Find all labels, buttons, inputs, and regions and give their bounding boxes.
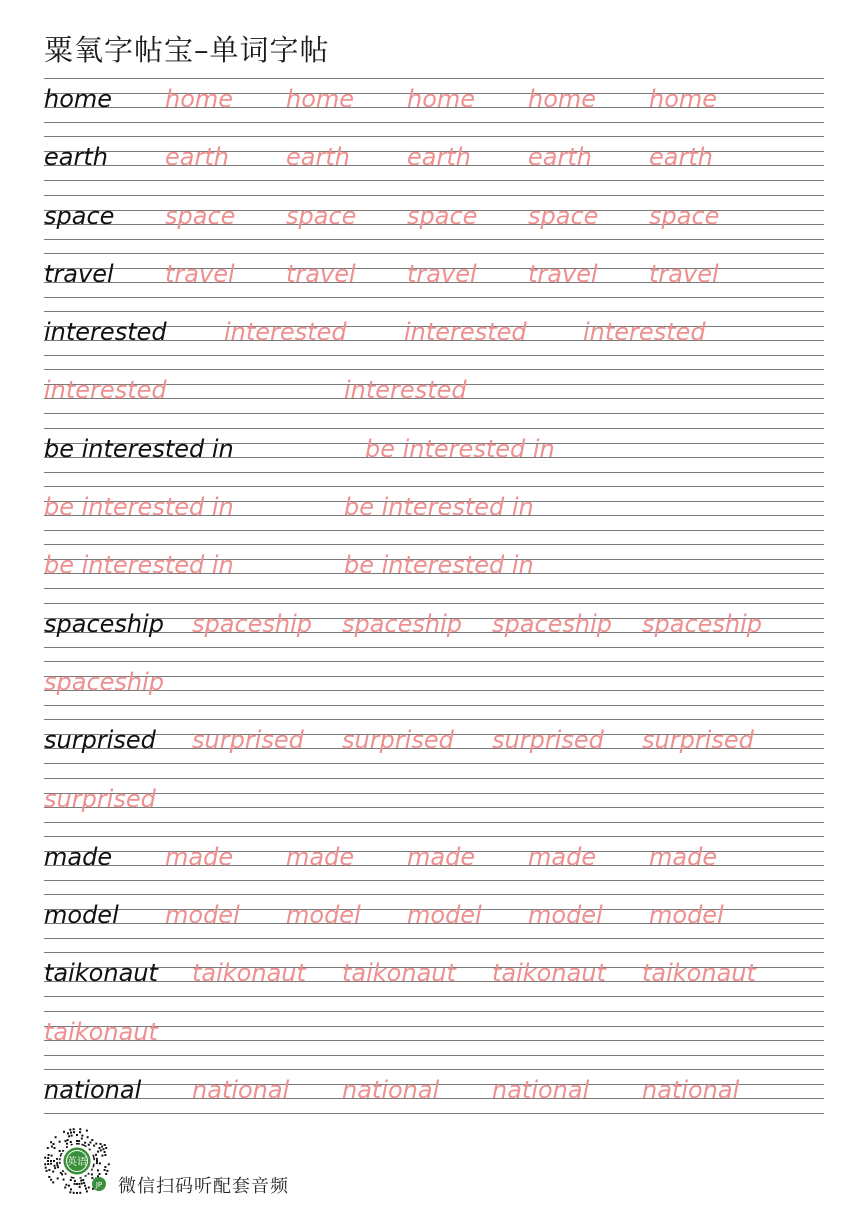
trace-word: interested — [224, 318, 347, 347]
ruling-line — [44, 253, 824, 254]
qr-dot — [86, 1190, 88, 1192]
qr-dot — [81, 1183, 83, 1185]
qr-dot — [96, 1162, 98, 1164]
model-word: taikonaut — [44, 959, 158, 988]
ruling-line — [44, 78, 824, 79]
trace-word: made — [649, 842, 718, 871]
trace-word: model — [407, 901, 482, 930]
practice-row — [44, 894, 824, 952]
ruling-line — [44, 1040, 824, 1041]
qr-dot — [54, 1167, 56, 1169]
trace-word: be interested in — [44, 551, 234, 580]
ruling-line — [44, 297, 824, 298]
trace-word: surprised — [342, 726, 454, 755]
trace-word: interested — [404, 318, 527, 347]
qr-corner-text: JP — [95, 1181, 103, 1189]
practice-row — [44, 719, 824, 777]
trace-word: interested — [44, 376, 167, 405]
qr-code-icon[interactable] — [42, 1128, 112, 1196]
qr-dot — [73, 1192, 75, 1194]
trace-word: surprised — [642, 726, 754, 755]
qr-dot — [76, 1192, 78, 1194]
qr-dot — [56, 1158, 58, 1160]
qr-dot — [85, 1188, 87, 1190]
qr-dot — [95, 1143, 97, 1145]
ruling-line — [44, 369, 824, 370]
trace-word: made — [407, 842, 476, 871]
model-word: made — [44, 842, 113, 871]
qr-dot — [54, 1147, 56, 1149]
qr-dot — [65, 1184, 67, 1186]
qr-dot — [105, 1173, 107, 1175]
qr-dot — [57, 1166, 59, 1168]
trace-word: be interested in — [344, 551, 534, 580]
practice-row — [44, 544, 824, 602]
practice-row — [44, 1011, 824, 1069]
ruling-line — [44, 1069, 824, 1070]
qr-dot — [95, 1154, 97, 1156]
ruling-line — [44, 530, 824, 531]
qr-dot — [68, 1135, 70, 1137]
trace-word: national — [192, 1076, 290, 1105]
bottom-rule — [44, 1113, 824, 1114]
qr-dot — [76, 1140, 78, 1142]
trace-word: made — [165, 842, 234, 871]
practice-row — [44, 603, 824, 661]
ruling-line — [44, 311, 824, 312]
trace-word: surprised — [44, 784, 156, 813]
qr-dot — [68, 1185, 70, 1187]
audio-caption: 微信扫码听配套音频 — [118, 1176, 289, 1197]
qr-dot — [104, 1166, 106, 1168]
qr-dot — [53, 1143, 55, 1145]
qr-dot — [74, 1183, 76, 1185]
qr-dot — [63, 1179, 65, 1181]
qr-dot — [73, 1128, 75, 1130]
qr-dot — [57, 1177, 59, 1179]
qr-dot — [59, 1141, 61, 1143]
trace-word: taikonaut — [44, 1017, 158, 1046]
practice-row — [44, 486, 824, 544]
qr-dot — [64, 1187, 66, 1189]
qr-dot — [50, 1141, 52, 1143]
trace-word: national — [642, 1076, 740, 1105]
qr-dot — [97, 1151, 99, 1153]
trace-word: model — [528, 901, 603, 930]
qr-dot — [91, 1177, 93, 1179]
trace-word: model — [286, 901, 361, 930]
qr-dot — [56, 1162, 58, 1164]
trace-word: surprised — [492, 726, 604, 755]
qr-dot — [81, 1135, 83, 1137]
qr-dot — [99, 1147, 101, 1149]
qr-dot — [70, 1141, 72, 1143]
qr-dot — [51, 1155, 53, 1157]
qr-dot — [44, 1163, 46, 1165]
qr-dot — [91, 1173, 93, 1175]
qr-dot — [101, 1146, 103, 1148]
qr-dot — [97, 1175, 99, 1177]
qr-dot — [79, 1128, 81, 1130]
qr-dot — [67, 1132, 69, 1134]
qr-dot — [48, 1154, 50, 1156]
ruling-line — [44, 355, 824, 356]
page-title: 粟氧字帖宝–单词字帖 — [44, 33, 330, 67]
qr-dot — [99, 1162, 101, 1164]
qr-dot — [79, 1131, 81, 1133]
qr-dot — [104, 1144, 106, 1146]
qr-dot — [82, 1179, 84, 1181]
qr-dot — [47, 1157, 49, 1159]
qr-dot — [55, 1136, 57, 1138]
practice-row — [44, 311, 824, 369]
ruling-line — [44, 793, 824, 794]
ruling-line — [44, 661, 824, 662]
qr-dot — [44, 1157, 46, 1159]
trace-word: travel — [528, 259, 598, 288]
qr-dot — [70, 1132, 72, 1134]
trace-word: travel — [165, 259, 235, 288]
qr-dot — [106, 1170, 108, 1172]
ruling-line — [44, 996, 824, 997]
practice-row — [44, 952, 824, 1010]
qr-dot — [50, 1179, 52, 1181]
qr-dot — [70, 1179, 72, 1181]
trace-word: made — [528, 842, 597, 871]
model-word: model — [44, 901, 119, 930]
qr-dot — [84, 1185, 86, 1187]
qr-dot — [53, 1160, 55, 1162]
ruling-line — [44, 180, 824, 181]
qr-dot — [47, 1147, 49, 1149]
qr-dot — [67, 1139, 69, 1141]
qr-dot — [47, 1163, 49, 1165]
trace-word: model — [649, 901, 724, 930]
qr-dot — [83, 1182, 85, 1184]
model-word: spaceship — [44, 609, 165, 638]
qr-dot — [97, 1169, 99, 1171]
practice-row — [44, 136, 824, 194]
qr-dot — [79, 1186, 81, 1188]
trace-word: national — [342, 1076, 440, 1105]
model-word: surprised — [44, 726, 156, 755]
ruling-line — [44, 472, 824, 473]
qr-dot — [100, 1149, 102, 1151]
qr-dot — [103, 1148, 105, 1150]
qr-dot — [65, 1140, 67, 1142]
qr-badge-text: 英语 — [67, 1157, 87, 1168]
qr-dot — [51, 1146, 53, 1148]
trace-word: be interested in — [365, 434, 555, 463]
ruling-line — [44, 938, 824, 939]
qr-dot — [73, 1131, 75, 1133]
trace-word: surprised — [192, 726, 304, 755]
ruling-line — [44, 122, 824, 123]
ruling-line — [44, 136, 824, 137]
practice-sheet — [44, 78, 824, 1127]
trace-word: spaceship — [642, 609, 763, 638]
trace-word: home — [165, 85, 234, 113]
qr-dot — [104, 1151, 106, 1153]
qr-dot — [69, 1191, 71, 1193]
qr-dot — [108, 1163, 110, 1165]
ruling-line — [44, 894, 824, 895]
qr-dot — [60, 1172, 62, 1174]
model-word: national — [44, 1076, 142, 1105]
qr-dot — [52, 1181, 54, 1183]
practice-row — [44, 253, 824, 311]
qr-dot — [91, 1139, 93, 1141]
ruling-line — [44, 1026, 824, 1027]
trace-word: home — [649, 85, 718, 113]
trace-word: made — [286, 842, 355, 871]
model-word: interested — [44, 318, 167, 347]
trace-word: travel — [649, 259, 719, 288]
trace-word: home — [528, 85, 597, 113]
qr-dot — [50, 1163, 52, 1165]
ruling-line — [44, 1011, 824, 1012]
qr-dot — [101, 1155, 103, 1157]
trace-word: spaceship — [44, 667, 165, 696]
qr-dot — [70, 1188, 72, 1190]
ruling-line — [44, 428, 824, 429]
ruling-line — [44, 1055, 824, 1056]
trace-word: be interested in — [44, 493, 234, 522]
qr-dot — [84, 1142, 86, 1144]
ruling-line — [44, 778, 824, 779]
ruling-line — [44, 544, 824, 545]
ruling-line — [44, 719, 824, 720]
qr-dot — [99, 1173, 101, 1175]
qr-dot — [54, 1165, 56, 1167]
qr-dot — [80, 1180, 82, 1182]
model-word: be interested in — [44, 434, 234, 463]
qr-dot — [50, 1160, 52, 1162]
qr-dot — [56, 1164, 58, 1166]
qr-dot — [66, 1143, 68, 1145]
qr-dot — [52, 1171, 54, 1173]
trace-word: space — [528, 201, 599, 230]
trace-word: be interested in — [344, 493, 534, 522]
trace-word: travel — [286, 259, 356, 288]
practice-row — [44, 836, 824, 894]
qr-dot — [48, 1169, 50, 1171]
practice-row — [44, 428, 824, 486]
trace-word: spaceship — [492, 609, 613, 638]
trace-word: taikonaut — [342, 959, 456, 988]
qr-dot — [76, 1183, 78, 1185]
trace-word: spaceship — [342, 609, 463, 638]
qr-dot — [87, 1136, 89, 1138]
ruling-line — [44, 588, 824, 589]
trace-word: taikonaut — [192, 959, 306, 988]
trace-word: taikonaut — [492, 959, 606, 988]
practice-row — [44, 369, 824, 427]
ruling-line — [44, 836, 824, 837]
qr-dot — [74, 1180, 76, 1182]
qr-dot — [88, 1144, 90, 1146]
qr-dot — [86, 1130, 88, 1132]
ruling-line — [44, 807, 824, 808]
trace-word: space — [407, 201, 478, 230]
trace-word: interested — [344, 376, 467, 405]
qr-dot — [96, 1160, 98, 1162]
qr-dot — [78, 1183, 80, 1185]
qr-dot — [59, 1150, 61, 1152]
trace-word: earth — [649, 143, 713, 172]
qr-dot — [46, 1170, 48, 1172]
practice-row — [44, 661, 824, 719]
practice-row — [44, 1069, 824, 1127]
trace-word: travel — [407, 259, 477, 288]
trace-word: spaceship — [192, 609, 313, 638]
ruling-line — [44, 239, 824, 240]
qr-dot — [78, 1140, 80, 1142]
qr-dot — [90, 1141, 92, 1143]
ruling-line — [44, 486, 824, 487]
trace-word: national — [492, 1076, 590, 1105]
qr-dot — [63, 1131, 65, 1133]
trace-word: earth — [528, 143, 592, 172]
ruling-line — [44, 603, 824, 604]
ruling-line — [44, 952, 824, 953]
practice-row — [44, 778, 824, 836]
trace-word: interested — [583, 318, 706, 347]
ruling-line — [44, 763, 824, 764]
qr-dot — [100, 1143, 102, 1145]
ruling-line — [44, 413, 824, 414]
model-word: earth — [44, 143, 108, 172]
qr-dot — [76, 1134, 78, 1136]
ruling-line — [44, 880, 824, 881]
trace-word: model — [165, 901, 240, 930]
model-word: space — [44, 201, 115, 230]
trace-word: home — [407, 85, 476, 113]
qr-dot — [48, 1176, 50, 1178]
qr-dot — [69, 1129, 71, 1131]
ruling-line — [44, 647, 824, 648]
qr-dot — [71, 1135, 73, 1137]
ruling-line — [44, 195, 824, 196]
qr-dot — [88, 1187, 90, 1189]
model-word: home — [44, 85, 113, 113]
trace-word: earth — [407, 143, 471, 172]
trace-word: space — [286, 201, 357, 230]
qr-dot — [105, 1147, 107, 1149]
qr-dot — [93, 1145, 95, 1147]
trace-word: space — [649, 201, 720, 230]
qr-dot — [47, 1160, 49, 1162]
model-word: travel — [44, 259, 114, 288]
qr-dot — [104, 1169, 106, 1171]
trace-word: earth — [286, 143, 350, 172]
practice-row — [44, 195, 824, 253]
trace-word: home — [286, 85, 355, 113]
ruling-line — [44, 822, 824, 823]
trace-word: space — [165, 201, 236, 230]
trace-word: earth — [165, 143, 229, 172]
qr-dot — [79, 1192, 81, 1194]
trace-word: taikonaut — [642, 959, 756, 988]
qr-dot — [104, 1154, 106, 1156]
qr-dot — [81, 1138, 83, 1140]
qr-dot — [96, 1158, 98, 1160]
practice-row — [44, 78, 824, 136]
qr-dot — [45, 1167, 47, 1169]
ruling-line — [44, 705, 824, 706]
